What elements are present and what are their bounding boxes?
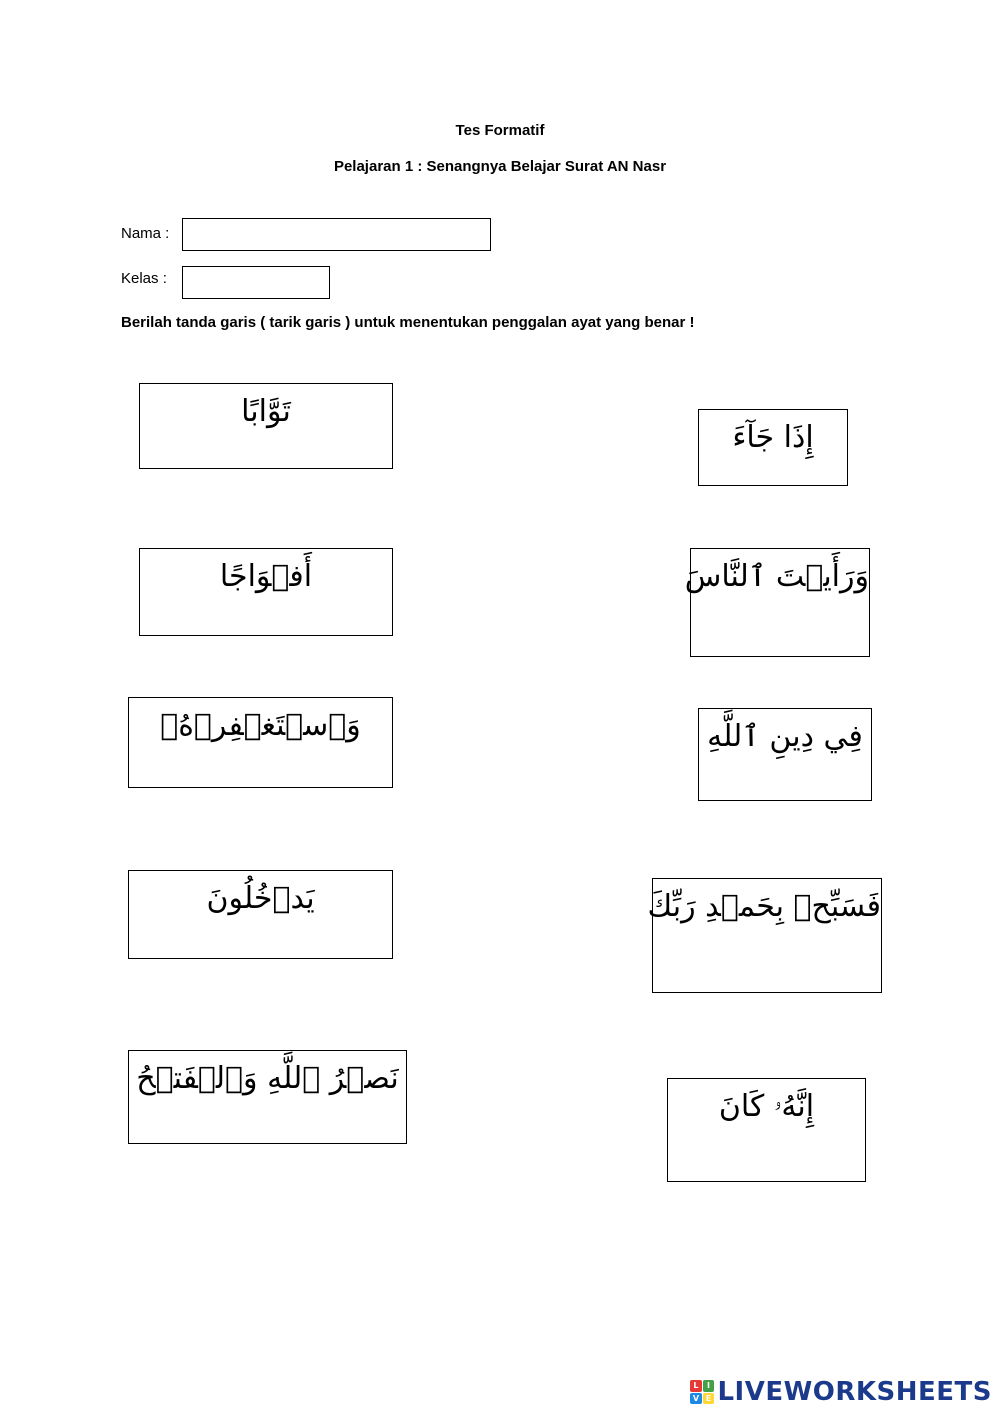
right-card-3[interactable] — [698, 708, 872, 801]
brand-logo-icon — [690, 1380, 714, 1404]
right-card-4[interactable] — [647, 878, 882, 993]
right-card-text: وَرَأَيۡتَ ٱلنَّاسَ — [684, 559, 869, 594]
right-card-5[interactable] — [667, 1078, 866, 1182]
left-card-text: أَفۡوَاجًا — [219, 559, 313, 594]
nama-input[interactable] — [182, 218, 491, 251]
right-card-text: إِنَّهُۥ كَانَ — [718, 1089, 815, 1124]
left-card-text: تَوَّابًا — [241, 394, 291, 429]
kelas-label: Kelas : — [121, 270, 167, 287]
brand-name: LIVEWORKSHEETS — [717, 1377, 992, 1407]
logo-letter: V — [690, 1393, 702, 1405]
left-card-4[interactable] — [128, 870, 393, 959]
logo-letter: L — [690, 1380, 702, 1392]
left-card-1[interactable] — [139, 383, 393, 469]
logo-letter: E — [703, 1393, 715, 1405]
liveworksheets-logo — [690, 1377, 992, 1407]
page-title: Tes Formatif — [455, 122, 545, 139]
left-card-2[interactable] — [139, 548, 393, 636]
left-card-text: وَٱسۡتَغۡفِرۡهُۚ — [160, 708, 361, 743]
instruction-text: Berilah tanda garis ( tarik garis ) untuk menentukan penggalan ayat yang benar ! — [121, 314, 695, 331]
nama-label: Nama : — [121, 225, 170, 242]
left-card-3[interactable] — [128, 697, 393, 788]
left-card-text: نَصۡرُ ٱللَّهِ وَٱلۡفَتۡحُ — [136, 1061, 399, 1096]
left-card-text: يَدۡخُلُونَ — [206, 881, 315, 916]
page-subtitle: Pelajaran 1 : Senangnya Belajar Surat AN Nasr — [333, 158, 667, 175]
right-card-2[interactable] — [684, 548, 870, 657]
kelas-input[interactable] — [182, 266, 330, 299]
left-card-5[interactable] — [128, 1050, 407, 1144]
right-card-text: إِذَا جَآءَ — [732, 420, 814, 455]
right-card-text: فَسَبِّحۡ بِحَمۡدِ رَبِّكَ — [647, 889, 881, 924]
logo-letter: I — [703, 1380, 715, 1392]
right-card-1[interactable] — [698, 409, 848, 486]
right-card-text: فِي دِينِ ٱللَّهِ — [707, 719, 863, 754]
